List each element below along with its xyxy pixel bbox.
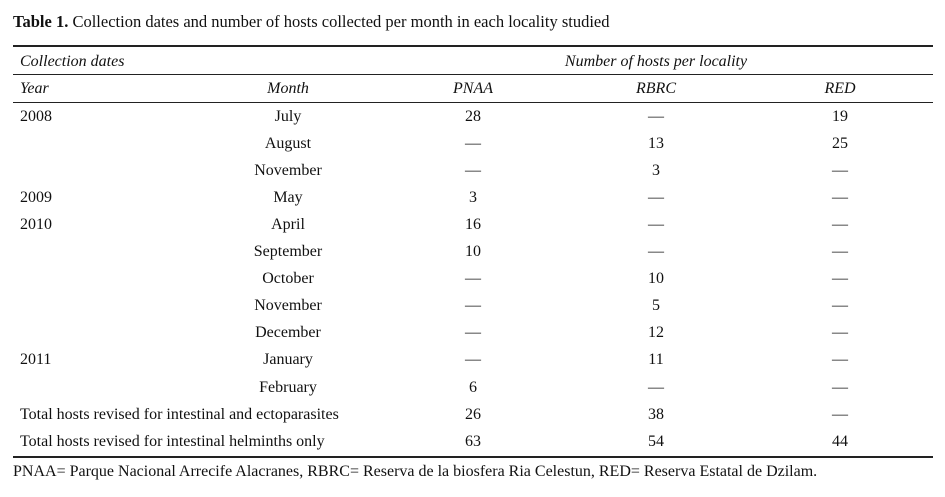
cell-month: August — [264, 135, 312, 152]
table-footnote: PNAA= Parque Nacional Arrecife Alacranes, RBRC= Reserva de la biosfera Ria Celestun, RED= Reserva Estatal de Dzilam. — [13, 463, 818, 480]
cell-year: 2010 — [20, 216, 52, 233]
total-row — [0, 401, 945, 428]
cell-red: — — [832, 189, 848, 206]
total-row — [0, 428, 945, 455]
cell-month: July — [274, 108, 302, 125]
cell-rbrc: 11 — [648, 351, 664, 368]
cell-month: December — [255, 324, 321, 341]
column-header-row — [0, 75, 945, 102]
cell-pnaa: 3 — [469, 189, 477, 206]
total-rbrc: 54 — [648, 433, 664, 450]
table-caption — [13, 12, 609, 32]
cell-red: — — [832, 270, 848, 287]
cell-month: October — [262, 270, 314, 287]
cell-month: February — [259, 379, 317, 396]
cell-month: May — [273, 189, 303, 206]
cell-rbrc: — — [648, 108, 664, 125]
cell-pnaa: 16 — [465, 216, 481, 233]
total-rbrc: 38 — [648, 406, 664, 423]
cell-rbrc: — — [648, 379, 664, 396]
cell-red: — — [832, 324, 848, 341]
cell-month: April — [271, 216, 305, 233]
cell-red: — — [832, 351, 848, 368]
table-row — [0, 292, 945, 319]
total-label: Total hosts revised for intestinal helminths only — [20, 433, 325, 450]
bottom-rule — [13, 456, 933, 458]
cell-pnaa: 10 — [465, 243, 481, 260]
table-row — [0, 103, 945, 130]
cell-pnaa: — — [465, 351, 481, 368]
cell-red: 25 — [832, 135, 848, 152]
table-row — [0, 319, 945, 346]
cell-pnaa: — — [465, 162, 481, 179]
cell-month: January — [263, 351, 313, 368]
cell-year: 2011 — [20, 351, 52, 368]
table-row — [0, 184, 945, 211]
cell-pnaa: — — [465, 297, 481, 314]
cell-rbrc: 3 — [652, 162, 660, 179]
cell-rbrc: 10 — [648, 270, 664, 287]
total-pnaa: 26 — [465, 406, 481, 423]
table-caption-label: Table 1. — [13, 12, 69, 31]
cell-rbrc: 12 — [648, 324, 664, 341]
cell-rbrc: 13 — [648, 135, 664, 152]
cell-red: — — [832, 243, 848, 260]
cell-rbrc: — — [648, 243, 664, 260]
cell-pnaa: 28 — [465, 108, 481, 125]
total-pnaa: 63 — [465, 433, 481, 450]
table-row — [0, 265, 945, 292]
col-header-red: RED — [824, 80, 856, 97]
collection-dates-header: Collection dates — [20, 53, 125, 70]
table-row — [0, 211, 945, 238]
total-red: — — [832, 406, 848, 423]
cell-year: 2008 — [20, 108, 52, 125]
cell-pnaa: — — [465, 270, 481, 287]
col-header-year: Year — [20, 80, 49, 97]
top-rule — [13, 45, 933, 47]
cell-red: — — [832, 297, 848, 314]
col-header-rbrc: RBRC — [636, 80, 676, 97]
cell-red: — — [832, 379, 848, 396]
cell-red: — — [832, 162, 848, 179]
table-row — [0, 130, 945, 157]
cell-month: November — [254, 162, 322, 179]
cell-pnaa: — — [465, 135, 481, 152]
hosts-per-locality-header: Number of hosts per locality — [564, 53, 748, 70]
cell-year: 2009 — [20, 189, 52, 206]
table-row — [0, 157, 945, 184]
total-label: Total hosts revised for intestinal and ectoparasites — [20, 406, 339, 423]
table-row — [0, 374, 945, 401]
group-header-row — [0, 48, 945, 75]
cell-month: November — [254, 297, 322, 314]
col-header-pnaa: PNAA — [453, 80, 493, 97]
table-row — [0, 238, 945, 265]
cell-pnaa: — — [465, 324, 481, 341]
table-caption-text: Collection dates and number of hosts collected per month in each locality studied — [72, 12, 610, 31]
cell-month: September — [253, 243, 323, 260]
cell-rbrc: 5 — [652, 297, 660, 314]
cell-red: — — [832, 216, 848, 233]
col-header-month: Month — [267, 80, 309, 97]
cell-rbrc: — — [648, 216, 664, 233]
table-row — [0, 346, 945, 373]
total-red: 44 — [832, 433, 848, 450]
cell-rbrc: — — [648, 189, 664, 206]
cell-red: 19 — [832, 108, 848, 125]
cell-pnaa: 6 — [469, 379, 477, 396]
